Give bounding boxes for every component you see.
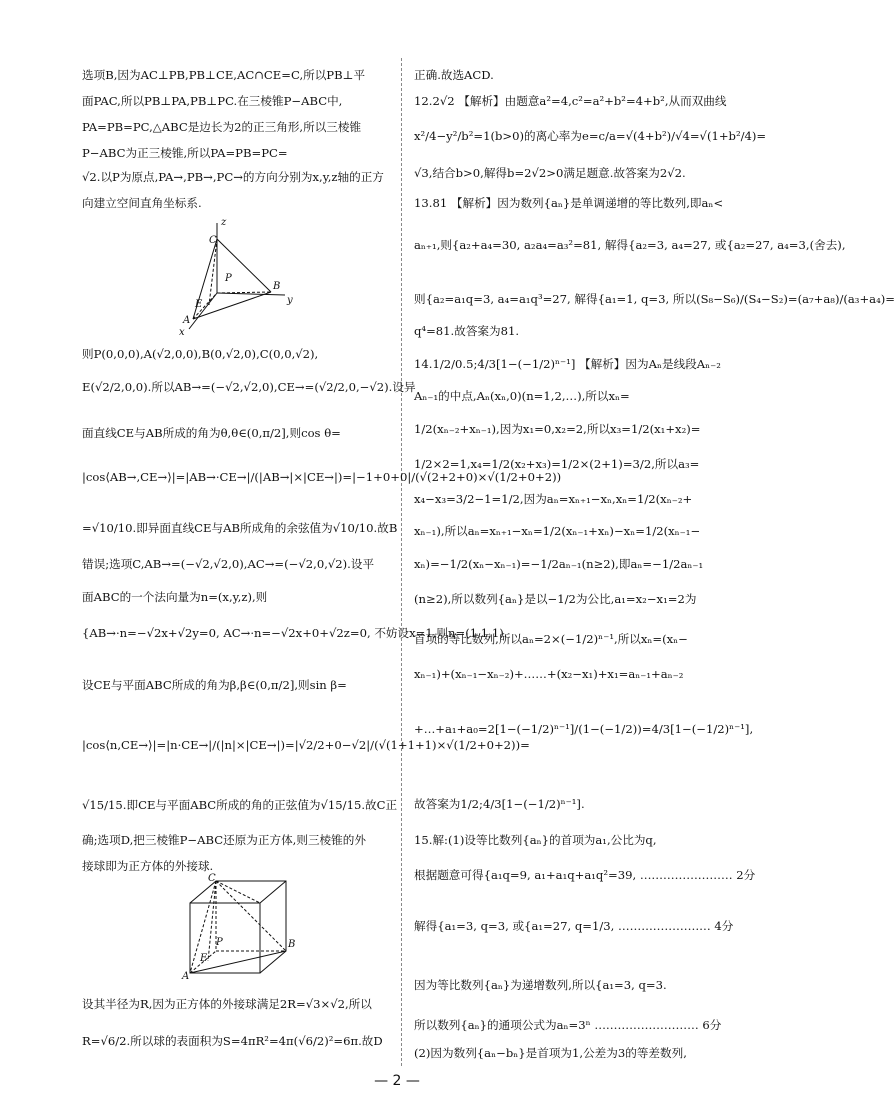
figure-label: x <box>179 327 185 338</box>
text-line: PA=PB=PC,△ABC是边长为2的正三角形,所以三棱锥 <box>82 120 362 134</box>
figure-label: y <box>287 295 293 306</box>
text-line: 1/2×2=1,x₄=1/2(x₂+x₃)=1/2×(2+1)=3/2,所以a₃= <box>414 457 700 471</box>
figure-label: B <box>273 281 281 292</box>
text-line: 12.2√2 【解析】由题意a²=4,c²=a²+b²=4+b²,从而双曲线 <box>414 94 727 108</box>
text-line: (2)因为数列{aₙ−bₙ}是首项为1,公差为3的等差数列, <box>414 1046 687 1060</box>
text-line: 设CE与平面ABC所成的角为β,β∈(0,π/2],则sin β= <box>82 678 347 692</box>
text-line: 因为等比数列{aₙ}为递增数列,所以{a₁=3, q=3. <box>414 978 667 992</box>
figure-label: E <box>195 299 203 310</box>
text-line: 1/2(xₙ₋₂+xₙ₋₁),因为x₁=0,x₂=2,所以x₃=1/2(x₁+x₂)= <box>414 422 701 436</box>
figure-label: E <box>200 953 208 964</box>
text-line: 14.1/2/0.5;4/3[1−(−1/2)ⁿ⁻¹] 【解析】因为Aₙ是线段Aₙ₋₂ <box>414 357 721 371</box>
text-line: P−ABC为正三棱锥,所以PA=PB=PC= <box>82 146 288 160</box>
text-line: xₙ₋₁)+(xₙ₋₁−xₙ₋₂)+……+(x₂−x₁)+x₁=aₙ₋₁+aₙ₋₂ <box>414 667 684 681</box>
text-line: 根据题意可得{a₁q=9, a₁+a₁q+a₁q²=39, …………………… 2分 <box>414 868 756 882</box>
text-line: √2.以P为原点,PA→,PB→,PC→的方向分别为x,y,z轴的正方 <box>82 170 384 184</box>
text-line: 所以数列{aₙ}的通项公式为aₙ=3ⁿ ……………………… 6分 <box>414 1018 722 1032</box>
figure-label: P <box>216 937 223 948</box>
text-line: 错误;选项C,AB→=(−√2,√2,0),AC→=(−√2,0,√2).设平 <box>82 557 375 571</box>
text-line: 故答案为1/2;4/3[1−(−1/2)ⁿ⁻¹]. <box>414 797 585 811</box>
text-line: +…+a₁+a₀=2[1−(−1/2)ⁿ⁻¹]/(1−(−1/2))=4/3[1−(−1/2)ⁿ⁻¹], <box>414 722 754 736</box>
text-line: |cos⟨n,CE→⟩|=|n·CE→|/(|n|×|CE→|)=|√2/2+0−√2|/(√(1+1+1)×√(1/2+0+2))= <box>82 738 530 752</box>
text-line: 设其半径为R,因为正方体的外接球满足2R=√3×√2,所以 <box>82 997 372 1011</box>
text-line: {AB→·n=−√2x+√2y=0, AC→·n=−√2x+0+√2z=0, 不妨设x=1,则n=(1,1,1). <box>82 626 508 640</box>
figure-label: z <box>221 217 227 228</box>
text-line: |cos⟨AB→,CE→⟩|=|AB→·CE→|/(|AB→|×|CE→|)=|−1+0+0|/(√(2+2+0)×√(1/2+0+2)) <box>82 470 562 484</box>
text-line: 向建立空间直角坐标系. <box>82 196 202 210</box>
figure-label: P <box>225 273 232 284</box>
text-line: 首项的等比数列,所以aₙ=2×(−1/2)ⁿ⁻¹,所以xₙ=(xₙ− <box>414 632 688 646</box>
text-line: R=√6/2.所以球的表面积为S=4πR²=4π(√6/2)²=6π.故D <box>82 1034 383 1048</box>
text-line: 选项B,因为AC⊥PB,PB⊥CE,AC∩CE=C,所以PB⊥平 <box>82 68 366 82</box>
text-line: E(√2/2,0,0).所以AB→=(−√2,√2,0),CE→=(√2/2,0,−√2).设异 <box>82 380 416 394</box>
text-line: 面PAC,所以PB⊥PA,PB⊥PC.在三棱锥P−ABC中, <box>82 94 343 108</box>
text-line: 确;选项D,把三棱锥P−ABC还原为正方体,则三棱锥的外 <box>82 833 366 847</box>
figure-label: C <box>209 235 217 246</box>
text-line: xₙ₋₁),所以aₙ=xₙ₊₁−xₙ=1/2(xₙ₋₁+xₙ)−xₙ=1/2(xₙ₋₁− <box>414 524 701 538</box>
text-line: 面ABC的一个法向量为n=(x,y,z),则 <box>82 590 268 604</box>
figure-label: C <box>208 873 216 884</box>
cube-figure <box>176 873 296 982</box>
text-line: 则{a₂=a₁q=3, a₄=a₁q³=27, 解得{a₁=1, q=3, 所以(S₈−S₆)/(S₄−S₂)=(a₇+a₈)/(a₃+a₄)= <box>414 292 895 306</box>
text-line: 则P(0,0,0),A(√2,0,0),B(0,√2,0),C(0,0,√2), <box>82 347 319 361</box>
figure-label: B <box>288 939 296 950</box>
figure-label: A <box>182 971 190 982</box>
column-divider <box>401 58 402 1066</box>
text-line: xₙ)=−1/2(xₙ−xₙ₋₁)=−1/2aₙ₋₁(n≥2),即aₙ=−1/2aₙ₋₁ <box>414 557 704 571</box>
text-line: 13.81 【解析】因为数列{aₙ}是单调递增的等比数列,即aₙ< <box>414 196 724 210</box>
text-line: 15.解:(1)设等比数列{aₙ}的首项为a₁,公比为q, <box>414 833 657 847</box>
page-number: — 2 — <box>374 1073 420 1089</box>
text-line: q⁴=81.故答案为81. <box>414 324 520 338</box>
text-line: x₄−x₃=3/2−1=1/2,因为aₙ=xₙ₊₁−xₙ,xₙ=1/2(xₙ₋₂+ <box>414 492 693 506</box>
figure-label: A <box>183 315 191 326</box>
text-line: x²/4−y²/b²=1(b>0)的离心率为e=c/a=√(4+b²)/√4=√(1+b²/4)= <box>414 129 767 143</box>
text-line: 面直线CE与AB所成的角为θ,θ∈(0,π/2],则cos θ= <box>82 426 341 440</box>
text-line: √3,结合b>0,解得b=2√2>0满足题意.故答案为2√2. <box>414 166 686 180</box>
text-line: 接球即为正方体的外接球. <box>82 859 214 873</box>
tetrahedron-axes-figure <box>175 215 305 338</box>
text-line: √15/15.即CE与平面ABC所成的角的正弦值为√15/15.故C正 <box>82 798 398 812</box>
text-line: 正确.故选ACD. <box>414 68 494 82</box>
text-line: 解得{a₁=3, q=3, 或{a₁=27, q=1/3, …………………… 4分 <box>414 919 734 933</box>
text-line: aₙ₊₁,则{a₂+a₄=30, a₂a₄=a₃²=81, 解得{a₂=3, a₄=27, 或{a₂=27, a₄=3,(舍去), <box>414 238 846 252</box>
text-line: Aₙ₋₁的中点,Aₙ(xₙ,0)(n=1,2,…),所以xₙ= <box>414 389 630 403</box>
text-line: =√10/10.即异面直线CE与AB所成角的余弦值为√10/10.故B <box>82 521 398 535</box>
text-line: (n≥2),所以数列{aₙ}是以−1/2为公比,a₁=x₂−x₁=2为 <box>414 592 697 606</box>
